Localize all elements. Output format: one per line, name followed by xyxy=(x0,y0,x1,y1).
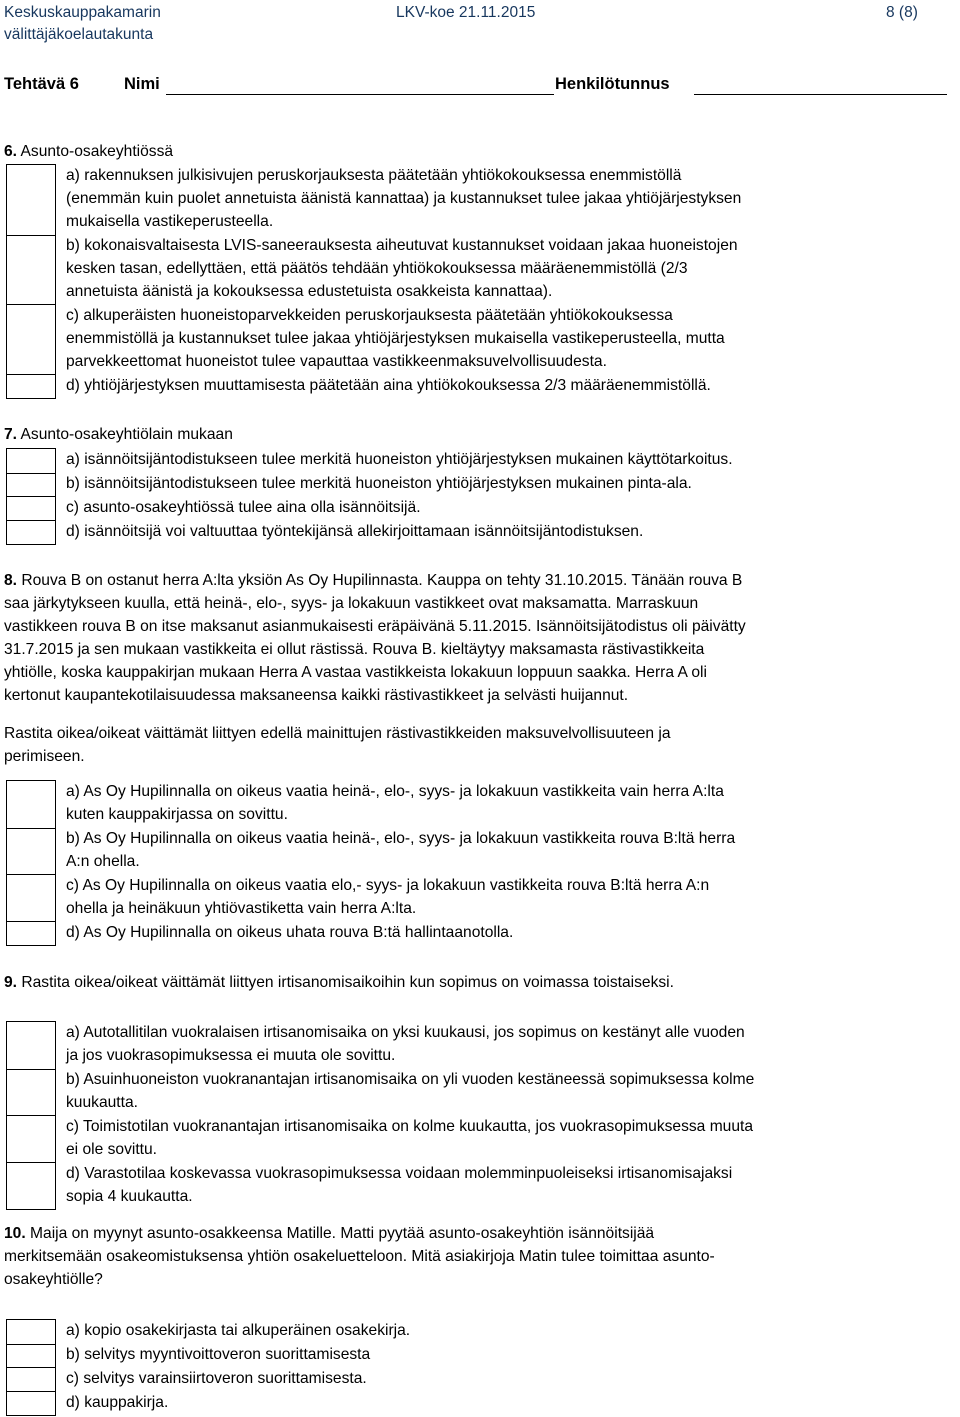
q6-option-line: c) alkuperäisten huoneistoparvekkeiden peruskorjauksesta päätetään yhtiökokouksessa xyxy=(66,307,673,324)
q9-option-line: kuukautta. xyxy=(66,1094,138,1111)
q6-option-line: mukaisella vastikeperusteella. xyxy=(66,213,274,230)
q7-option-line: d) isännöitsijä voi valtuuttaa työntekijänsä allekirjoittamaan isännöitsijäntodistuksen. xyxy=(66,523,644,540)
q8-option-line: A:n ohella. xyxy=(66,853,140,870)
q8-body-line: Rouva B on ostanut herra A:lta yksiön As Oy Hupilinnasta. Kauppa on tehty 31.10.2015. Tänään rouva B xyxy=(21,572,743,589)
q8-instruction xyxy=(4,722,954,768)
q6-checkbox-a[interactable] xyxy=(6,164,56,236)
header-org-line1: Keskuskauppakamarin xyxy=(4,4,161,21)
q10-option-line: c) selvitys varainsiirtoveron suorittamisesta. xyxy=(66,1370,367,1387)
q9-option-line: b) Asuinhuoneiston vuokranantajan irtisanomisaika on yli vuoden kestäneessä sopimuksessa kolme xyxy=(66,1071,755,1088)
q6-option-line: a) rakennuksen julkisivujen peruskorjauksesta päätetään yhtiökokouksessa enemmistöllä xyxy=(66,167,682,184)
q8-option-b xyxy=(66,827,951,873)
q8-checkbox-d[interactable] xyxy=(6,921,56,946)
q10-option-c xyxy=(66,1367,951,1390)
q8-option-line: kuten kauppakirjassa on sovittu. xyxy=(66,806,288,823)
q8-body-line: vastikkeen rouva B on itse maksanut asianmukaisesti eräpäivänä 5.11.2015. Isännöitsijätodistus oli päivätty xyxy=(4,618,746,635)
q8-option-a xyxy=(66,780,951,826)
q7-checkbox-a[interactable] xyxy=(6,448,56,474)
q9-checkbox-a[interactable] xyxy=(6,1021,56,1070)
id-label: Henkilötunnus xyxy=(555,75,670,93)
q8-option-line: ohella ja heinäkuun yhtiövastiketta vain herra A:lta. xyxy=(66,900,417,917)
header-page: 8 (8) xyxy=(886,4,918,21)
q8-body-line: 31.7.2015 ja sen mukaan vastikkeita ei ollut rästissä. Rouva B. kieltäytyy maksamasta rästivastikkeita xyxy=(4,641,705,658)
q8-body-line: kertonut kaupantekotilaisuudessa maksaneensa kaikki rästivastikkeet ja selvästi huijannut. xyxy=(4,687,629,704)
q7-checkbox-b[interactable] xyxy=(6,472,56,497)
q8-checkbox-b[interactable] xyxy=(6,827,56,875)
q6-option-line: parvekkeettomat huoneistot tulee vapauttaa vastikkeenmaksuvelvollisuudesta. xyxy=(66,353,607,370)
q9-option-c xyxy=(66,1115,951,1161)
q9-option-line: c) Toimistotilan vuokranantajan irtisanomisaika on kolme kuukautta, jos vuokrasopimuksessa muuta xyxy=(66,1118,754,1135)
q8-instruction-line: perimiseen. xyxy=(4,748,85,765)
q7-option-d xyxy=(66,520,951,543)
q6-option-line: b) kokonaisvaltaisesta LVIS-saneerauksesta aiheutuvat kustannukset voidaan jakaa huoneistojen xyxy=(66,237,738,254)
q7-option-line: c) asunto-osakeyhtiössä tulee aina olla isännöitsijä. xyxy=(66,499,421,516)
q10-number: 10. xyxy=(4,1225,26,1242)
q10-option-b xyxy=(66,1343,951,1366)
q9-option-a xyxy=(66,1021,951,1067)
q6-title: Asunto-osakeyhtiössä xyxy=(20,143,174,160)
q6-option-a xyxy=(66,164,951,233)
q7-heading xyxy=(4,423,233,446)
q10-body xyxy=(4,1222,954,1291)
q8-instruction-line: Rastita oikea/oikeat väittämät liittyen edellä mainittujen rästivastikkeiden maksuvelvollisuuteen ja xyxy=(4,725,671,742)
q10-body-line: merkitsemään osakeomistuksensa yhtiön osakeluetteloon. Mitä asiakirjoja Matin tulee toimittaa asunto- xyxy=(4,1248,715,1265)
q10-checkbox-d[interactable] xyxy=(6,1391,56,1416)
q10-option-line: d) kauppakirja. xyxy=(66,1394,169,1411)
q6-checkbox-b[interactable] xyxy=(6,234,56,305)
q8-option-line: b) As Oy Hupilinnalla on oikeus vaatia heinä-, elo-, syys- ja lokakuun vastikkeita rouva B:ltä herra xyxy=(66,830,736,847)
q10-option-line: a) kopio osakekirjasta tai alkuperäinen osakekirja. xyxy=(66,1322,411,1339)
q8-option-line: d) As Oy Hupilinnalla on oikeus uhata rouva B:tä hallintaanotolla. xyxy=(66,924,514,941)
q8-option-line: a) As Oy Hupilinnalla on oikeus vaatia heinä-, elo-, syys- ja lokakuun vastikkeita vain herra A:lta xyxy=(66,783,724,800)
q7-number: 7. xyxy=(4,426,18,443)
q6-option-line: enemmistöllä ja kustannukset tulee jakaa yhtiöjärjestyksen mukaisella vastikeperusteella, mutta xyxy=(66,330,725,347)
q10-checkbox-a[interactable] xyxy=(6,1319,56,1345)
q8-option-line: c) As Oy Hupilinnalla on oikeus vaatia elo,- syys- ja lokakuun vastikkeita rouva B:ltä herra A:n xyxy=(66,877,710,894)
q6-checkbox-d[interactable] xyxy=(6,374,56,399)
q10-checkbox-b[interactable] xyxy=(6,1343,56,1368)
q8-body-line: yhtiölle, koska kauppakirjan mukaan Herra A vastaa vastikkeista lokakuun loppuun saakka. Herra A oli xyxy=(4,664,707,681)
q9-checkbox-b[interactable] xyxy=(6,1068,56,1116)
q7-option-line: a) isännöitsijäntodistukseen tulee merkitä huoneiston yhtiöjärjestyksen mukainen käyttötarkoitus. xyxy=(66,451,733,468)
q6-option-b xyxy=(66,234,951,303)
q10-option-d xyxy=(66,1391,951,1414)
q10-option-line: b) selvitys myyntivoittoveron suorittamisesta xyxy=(66,1346,371,1363)
q6-option-c xyxy=(66,304,951,373)
header-org-line2: välittäjäkoelautakunta xyxy=(4,26,154,43)
q8-number: 8. xyxy=(4,572,18,589)
q6-option-d xyxy=(66,374,951,397)
q9-option-b xyxy=(66,1068,951,1114)
q6-option-line: kesken tasan, edellyttäen, että päätös tehdään yhtiökokouksessa määräenemmistöllä (2/3 xyxy=(66,260,688,277)
id-field-line[interactable] xyxy=(694,94,947,95)
q9-option-line: ja jos vuokrasopimuksessa ei muuta ole sovittu. xyxy=(66,1047,396,1064)
q9-heading xyxy=(4,971,674,994)
task-label: Tehtävä 6 xyxy=(4,75,79,93)
q8-checkbox-c[interactable] xyxy=(6,874,56,922)
q8-option-c xyxy=(66,874,951,920)
q7-option-b xyxy=(66,472,951,495)
q8-body-line: saa järkytykseen kuulla, että heinä-, elo-, syys- ja lokakuun vastikkeet ovat maksamatta. Marraskuun xyxy=(4,595,699,612)
q7-checkbox-d[interactable] xyxy=(6,520,56,545)
q7-option-line: b) isännöitsijäntodistukseen tulee merkitä huoneiston yhtiöjärjestyksen mukainen pinta-ala. xyxy=(66,475,692,492)
q10-body-line: osakeyhtiölle? xyxy=(4,1271,103,1288)
q8-option-d xyxy=(66,921,951,944)
q8-body xyxy=(4,569,954,707)
q7-option-c xyxy=(66,496,951,519)
q6-option-line: annetuista äänistä ja kokouksessa edustetuista osakkeista kannattaa). xyxy=(66,283,553,300)
q10-body-line: Maija on myynyt asunto-osakkeensa Matille. Matti pyytää asunto-osakeyhtiön isännöitsijää xyxy=(30,1225,655,1242)
header-exam: LKV-koe 21.11.2015 xyxy=(396,4,536,21)
q9-number: 9. xyxy=(4,974,18,991)
q9-checkbox-d[interactable] xyxy=(6,1162,56,1210)
q8-checkbox-a[interactable] xyxy=(6,780,56,829)
q9-option-d xyxy=(66,1162,951,1208)
q9-option-line: a) Autotallitilan vuokralaisen irtisanomisaika on yksi kuukausi, jos sopimus on kestänyt alle vuoden xyxy=(66,1024,745,1041)
name-label: Nimi xyxy=(124,75,160,93)
q6-heading xyxy=(4,140,173,163)
q9-checkbox-c[interactable] xyxy=(6,1115,56,1163)
q6-option-line: (enemmän kuin puolet annetuista äänistä kannattaa) ja kustannukset tulee jakaa yhtiöjärjestyksen xyxy=(66,190,742,207)
q6-checkbox-c[interactable] xyxy=(6,304,56,375)
q7-option-a xyxy=(66,448,951,471)
q9-option-line: d) Varastotilaa koskevassa vuokrasopimuksessa voidaan molemminpuoleiseksi irtisanomisajaksi xyxy=(66,1165,733,1182)
q7-checkbox-c[interactable] xyxy=(6,496,56,521)
q9-title: Rastita oikea/oikeat väittämät liittyen irtisanomisaikoihin kun sopimus on voimassa toistaiseksi. xyxy=(21,974,674,991)
q6-number: 6. xyxy=(4,143,18,160)
q6-option-line: d) yhtiöjärjestyksen muuttamisesta päätetään aina yhtiökokouksessa 2/3 määräenemmistöllä. xyxy=(66,377,711,394)
q9-option-line: ei ole sovittu. xyxy=(66,1141,158,1158)
q10-option-a xyxy=(66,1319,951,1342)
q10-checkbox-c[interactable] xyxy=(6,1367,56,1392)
q7-title: Asunto-osakeyhtiölain mukaan xyxy=(20,426,233,443)
q9-option-line: sopia 4 kuukautta. xyxy=(66,1188,193,1205)
name-field-line[interactable] xyxy=(166,94,554,95)
